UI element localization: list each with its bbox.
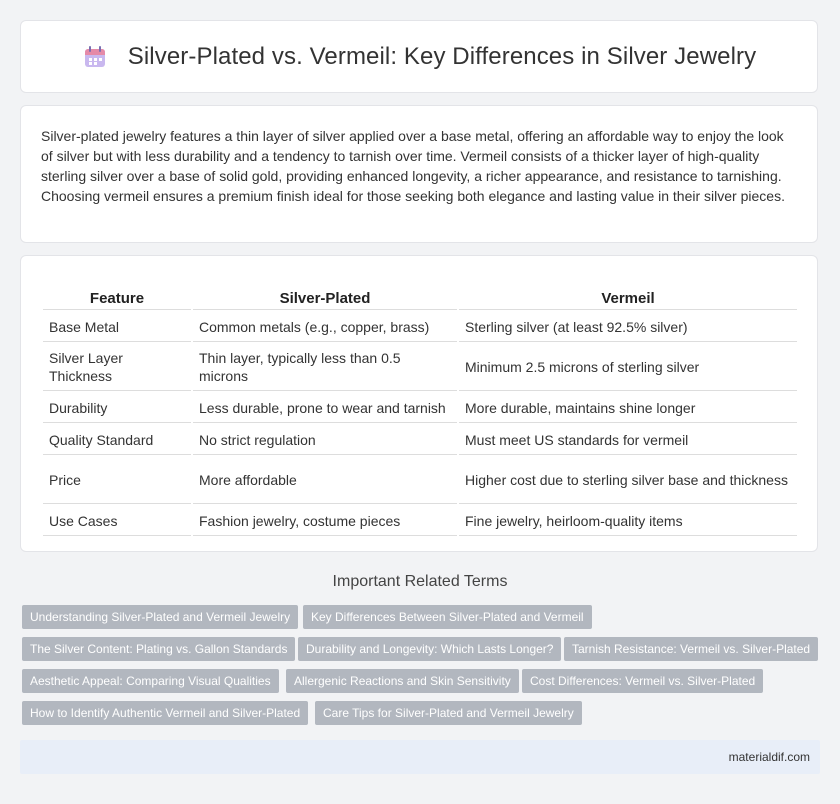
table-row bbox=[43, 457, 797, 504]
column-header: Feature bbox=[43, 287, 191, 310]
related-term-tag[interactable]: Cost Differences: Vermeil vs. Silver-Plated bbox=[522, 669, 763, 693]
table-cell: Fashion jewelry, costume pieces bbox=[193, 506, 457, 536]
related-term-tag[interactable]: The Silver Content: Plating vs. Gallon Standards bbox=[22, 637, 295, 661]
related-terms-title: Important Related Terms bbox=[332, 573, 508, 590]
table-cell: Minimum 2.5 microns of sterling silver bbox=[459, 344, 797, 391]
related-term-tag[interactable]: Understanding Silver-Plated and Vermeil Jewelry bbox=[22, 605, 298, 629]
column-header: Silver-Plated bbox=[193, 287, 457, 310]
header-card bbox=[20, 20, 818, 93]
table-cell: Fine jewelry, heirloom-quality items bbox=[459, 506, 797, 536]
table-cell: Use Cases bbox=[43, 506, 191, 536]
page-title: Silver-Plated vs. Vermeil: Key Differences in Silver Jewelry bbox=[127, 42, 757, 70]
related-term-tag[interactable]: Key Differences Between Silver-Plated and Vermeil bbox=[303, 605, 592, 629]
table-row bbox=[43, 344, 797, 391]
related-term-tag[interactable]: How to Identify Authentic Vermeil and Silver-Plated bbox=[22, 701, 308, 725]
table-cell: Must meet US standards for vermeil bbox=[459, 425, 797, 455]
related-term-tag[interactable]: Allergenic Reactions and Skin Sensitivity bbox=[286, 669, 519, 693]
intro-paragraph: Silver-plated jewelry features a thin layer of silver applied over a base metal, offering an affordable way to enjoy the look of silver but with less durability and a tendency to tarnish over time. Vermeil consists of a thicker layer of high-quality sterling silver over a base of solid gold, providing enhanced longevity, a richer appearance, and resistance to tarnishing. Choosing vermeil ensures a premium finish ideal for those seeking both elegance and lasting value in their silver pieces. bbox=[41, 128, 785, 204]
table-cell: Higher cost due to sterling silver base and thickness bbox=[459, 457, 797, 504]
intro-card bbox=[20, 105, 818, 243]
comparison-table-card bbox=[20, 255, 818, 552]
related-term-tag[interactable]: Durability and Longevity: Which Lasts Longer? bbox=[298, 637, 561, 661]
table-cell: Durability bbox=[43, 393, 191, 423]
table-cell: Thin layer, typically less than 0.5 microns bbox=[193, 344, 457, 391]
column-header: Vermeil bbox=[459, 287, 797, 310]
calendar-icon bbox=[82, 44, 108, 70]
comparison-table bbox=[41, 285, 799, 538]
table-cell: Quality Standard bbox=[43, 425, 191, 455]
table-row bbox=[43, 425, 797, 455]
table-cell: No strict regulation bbox=[193, 425, 457, 455]
table-cell: More affordable bbox=[193, 457, 457, 504]
table-header-row bbox=[43, 287, 797, 310]
table-row bbox=[43, 506, 797, 536]
related-term-tag[interactable]: Care Tips for Silver-Plated and Vermeil Jewelry bbox=[315, 701, 582, 725]
table-cell: Price bbox=[43, 457, 191, 504]
table-row bbox=[43, 393, 797, 423]
footer-site-link[interactable]: materialdif.com bbox=[728, 750, 810, 764]
table-cell: More durable, maintains shine longer bbox=[459, 393, 797, 423]
table-cell: Less durable, prone to wear and tarnish bbox=[193, 393, 457, 423]
related-term-tag[interactable]: Tarnish Resistance: Vermeil vs. Silver-Plated bbox=[564, 637, 818, 661]
table-cell: Common metals (e.g., copper, brass) bbox=[193, 312, 457, 342]
table-cell: Base Metal bbox=[43, 312, 191, 342]
table-cell: Sterling silver (at least 92.5% silver) bbox=[459, 312, 797, 342]
table-row bbox=[43, 312, 797, 342]
related-term-tag[interactable]: Aesthetic Appeal: Comparing Visual Qualities bbox=[22, 669, 279, 693]
table-cell: Silver Layer Thickness bbox=[43, 344, 191, 391]
footer bbox=[20, 740, 820, 774]
